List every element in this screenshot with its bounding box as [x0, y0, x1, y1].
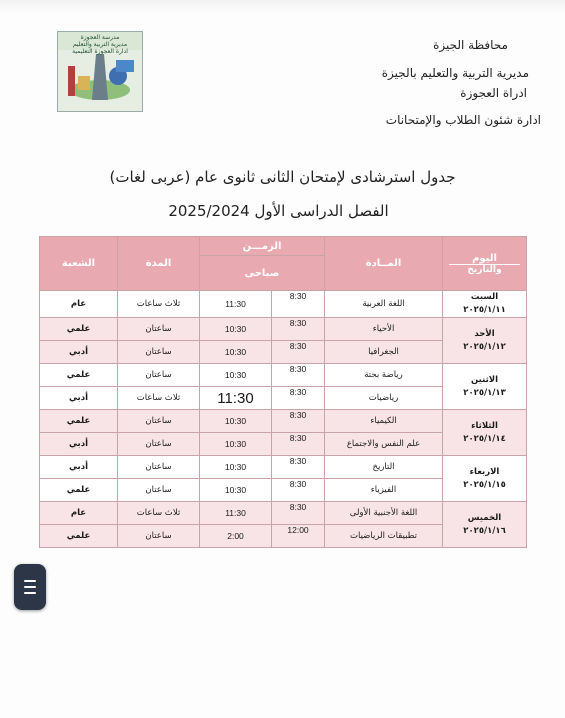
- branch-cell: علمي: [40, 364, 118, 387]
- day-date-header: [443, 237, 527, 291]
- branch-cell: أدبي: [40, 433, 118, 456]
- subject-cell: علم النفس والاجتماع: [325, 433, 443, 456]
- day-cell: [443, 364, 527, 410]
- branch-header: الشعبة: [40, 237, 118, 291]
- subject-cell: اللغة الأجنبية الأولى: [325, 502, 443, 525]
- header-directorate: مديرية التربية والتعليم بالجيزة: [381, 66, 529, 80]
- branch-cell: أدبي: [40, 456, 118, 479]
- duration-cell: ثلاث ساعات: [118, 291, 200, 318]
- date-header: والتاريخ: [449, 264, 520, 275]
- time-header: الزمـــن: [200, 237, 325, 256]
- logo-text: مدرسة العجوزة مديرية التربية والتعليم ادارة العجوزة التعليمية: [72, 34, 128, 55]
- subject-cell: رياضة بحتة: [325, 364, 443, 387]
- subject-cell: الفيزياء: [325, 479, 443, 502]
- duration-cell: ساعتان: [118, 410, 200, 433]
- end-time-cell: 10:30: [200, 479, 272, 502]
- end-time-cell: 10:30: [200, 318, 272, 341]
- table-row: [40, 456, 527, 479]
- end-time-cell: 10:30: [200, 456, 272, 479]
- day-name: الاثنين: [471, 374, 499, 385]
- day-date: ٢٠٢٥/١/١١: [463, 305, 506, 315]
- header-administration: ادراة العجوزة: [460, 86, 527, 100]
- subject-cell: رياضيات: [325, 387, 443, 410]
- duration-cell: ساعتان: [118, 433, 200, 456]
- duration-cell: ساعتان: [118, 341, 200, 364]
- end-time-cell: 11:30: [200, 291, 272, 318]
- branch-cell: أدبي: [40, 387, 118, 410]
- duration-cell: ساعتان: [118, 479, 200, 502]
- schedule-title: جدول استرشادى لإمتحان الثانى ثانوى عام (عربى لغات): [109, 168, 456, 186]
- duration-cell: ساعتان: [118, 456, 200, 479]
- table-row: [40, 318, 527, 341]
- start-time-cell: 8:30: [272, 433, 325, 456]
- branch-cell: علمي: [40, 318, 118, 341]
- subject-cell: تطبيقات الرياضيات: [325, 525, 443, 548]
- duration-cell: ساعتان: [118, 318, 200, 341]
- branch-cell: عام: [40, 291, 118, 318]
- start-time-cell: 8:30: [272, 318, 325, 341]
- end-time-cell: 11:30: [200, 502, 272, 525]
- hamburger-menu-icon: [24, 586, 36, 588]
- duration-cell: ساعتان: [118, 525, 200, 548]
- table-row: [40, 410, 527, 433]
- hamburger-menu-icon: [24, 580, 36, 582]
- duration-cell: ثلاث ساعات: [118, 502, 200, 525]
- end-time-cell: 10:30: [200, 410, 272, 433]
- subject-cell: الأحياء: [325, 318, 443, 341]
- end-time-cell: 10:30: [200, 364, 272, 387]
- end-time-cell: 11:30: [200, 387, 272, 410]
- branch-cell: علمي: [40, 410, 118, 433]
- day-date: ٢٠٢٥/١/١٦: [463, 525, 506, 536]
- top-band: [0, 0, 565, 14]
- branch-cell: علمي: [40, 479, 118, 502]
- day-cell: [443, 410, 527, 456]
- day-cell: [443, 456, 527, 502]
- exam-schedule-table: [39, 236, 527, 548]
- duration-cell: ثلاث ساعات: [118, 387, 200, 410]
- start-time-cell: 8:30: [272, 502, 325, 525]
- header-governorate: محافظة الجيزة: [433, 38, 508, 52]
- table-row: [40, 502, 527, 525]
- branch-cell: عام: [40, 502, 118, 525]
- end-time-cell: 10:30: [200, 341, 272, 364]
- day-date: ٢٠٢٥/١/١٤: [463, 433, 506, 444]
- day-cell: [443, 291, 527, 318]
- hamburger-menu-icon: [24, 592, 36, 594]
- end-time-cell: 10:30: [200, 433, 272, 456]
- schedule-body: [40, 237, 527, 548]
- table-row: [40, 364, 527, 387]
- day-name: السبت: [470, 292, 499, 302]
- time-subheader: صباحى: [200, 256, 325, 291]
- subject-cell: الجغرافيا: [325, 341, 443, 364]
- menu-button[interactable]: [14, 564, 46, 610]
- day-name: الثلاثاء: [471, 420, 498, 431]
- end-time-cell: 2:00: [200, 525, 272, 548]
- day-date: ٢٠٢٥/١/١٣: [463, 387, 506, 398]
- subject-cell: الكيمياء: [325, 410, 443, 433]
- day-cell: [443, 318, 527, 364]
- branch-cell: أدبي: [40, 341, 118, 364]
- day-header: اليوم: [472, 252, 497, 264]
- start-time-cell: 8:30: [272, 364, 325, 387]
- day-cell: [443, 502, 527, 548]
- duration-cell: ساعتان: [118, 364, 200, 387]
- subject-header: المــادة: [325, 237, 443, 291]
- header-affairs-office: ادارة شئون الطلاب والإمتحانات: [385, 113, 541, 127]
- semester-title: الفصل الدراسى الأول 2025/2024: [168, 202, 389, 220]
- start-time-cell: 12:00: [272, 525, 325, 548]
- day-name: الخميس: [467, 512, 502, 523]
- start-time-cell: 8:30: [272, 456, 325, 479]
- table-row: [40, 291, 527, 318]
- start-time-cell: 8:30: [272, 410, 325, 433]
- subject-cell: اللغة العربية: [325, 291, 443, 318]
- day-date: ٢٠٢٥/١/١٥: [463, 479, 506, 490]
- day-date: ٢٠٢٥/١/١٢: [463, 341, 506, 352]
- subject-cell: التاريخ: [325, 456, 443, 479]
- start-time-cell: 8:30: [272, 387, 325, 410]
- day-name: الأحد: [474, 328, 495, 339]
- branch-cell: علمي: [40, 525, 118, 548]
- start-time-cell: 8:30: [272, 479, 325, 502]
- school-logo: [57, 31, 143, 112]
- duration-header: المدة: [118, 237, 200, 291]
- start-time-cell: 8:30: [272, 291, 325, 318]
- day-name: الاربعاء: [469, 466, 500, 477]
- start-time-cell: 8:30: [272, 341, 325, 364]
